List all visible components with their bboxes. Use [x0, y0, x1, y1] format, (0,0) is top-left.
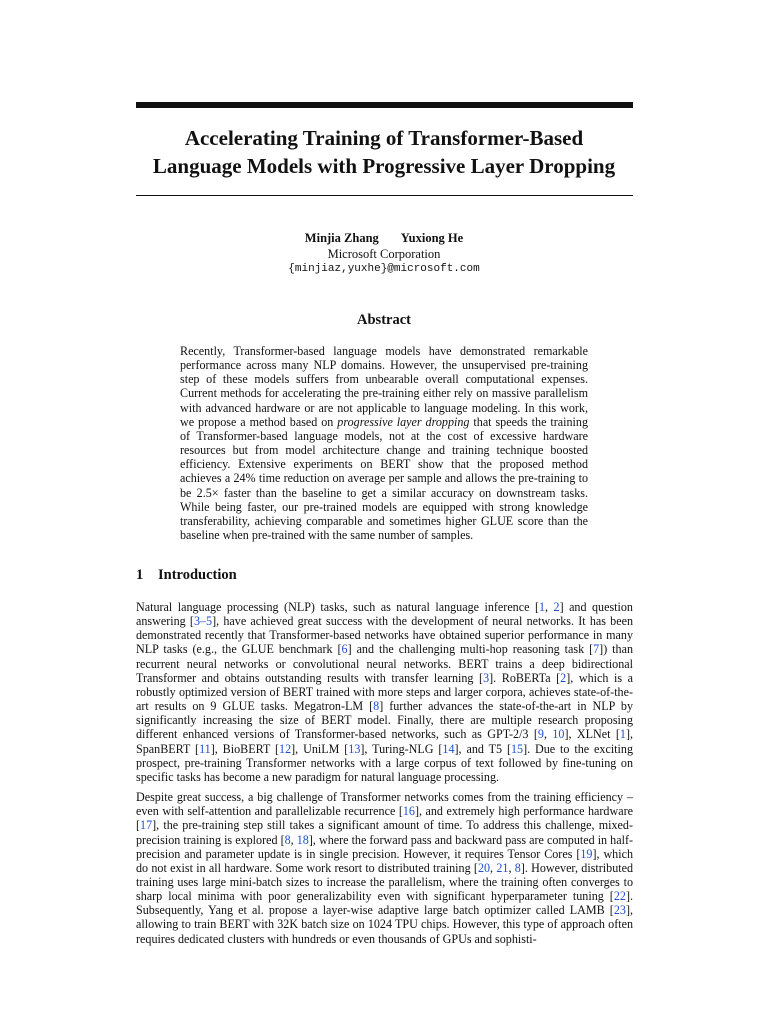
section-number: 1	[136, 567, 144, 583]
citation-link[interactable]: 1	[619, 727, 626, 742]
text-run: ,	[290, 832, 297, 847]
title-bottom-rule	[136, 195, 633, 196]
body-text	[136, 600, 633, 952]
citation-link[interactable]: 16	[402, 804, 415, 819]
citation-link[interactable]: 12	[279, 741, 292, 756]
citation-link[interactable]: 3–5	[193, 614, 213, 629]
text-run: ,	[543, 727, 553, 742]
text-run: ], BioBERT [	[210, 741, 280, 756]
title-top-rule	[136, 102, 633, 108]
body-paragraph-2	[136, 790, 633, 946]
abstract-emphasis: progressive layer dropping	[337, 414, 470, 429]
text-run: ], where the forward pass and backward pass are computed in half-precision and parameter update is in single precision. However, it requires Tensor Cores [	[136, 832, 633, 861]
text-run: ], and extremely high performance hardware [	[136, 804, 633, 833]
text-run: ] and question answering [	[136, 600, 633, 629]
title-line-1: Accelerating Training of Transformer-Based	[184, 126, 584, 150]
text-run: ], UniLM [	[291, 741, 349, 756]
body-paragraph-1	[136, 600, 633, 784]
text-run: ] further advances the state-of-the-art in NLP by significantly increasing the size of BERT model. Finally, there are multiple research proposing different enhanced versions of Transformer-based networks, such as GPT-2/3 [	[136, 699, 633, 742]
paper-title	[120, 124, 648, 180]
author-name: Yuxiong He	[400, 231, 464, 245]
text-run: Despite great success, a big challenge of Transformer networks comes from the training efficiency – even with self-attention and parallelizable recurrence [	[136, 790, 633, 819]
citation-link[interactable]: 13	[348, 741, 361, 756]
text-run: ]. Due to the exciting prospect, pre-training Transformer networks with a large corpus of text followed by fine-tuning on specific tasks has become a new paradigm for natural language processing.	[136, 741, 633, 784]
citation-link[interactable]: 2	[553, 600, 560, 614]
text-run: ]. However, distributed training uses large mini-batch sizes to increase the parallelism, where the training often converges to sharp local minima with poor generalizability even with significant hyperparameter tuning [	[136, 860, 634, 904]
text-run: ,	[545, 600, 554, 614]
citation-link[interactable]: 8	[514, 860, 521, 875]
citation-link[interactable]: 8	[284, 832, 291, 847]
citation-link[interactable]: 20	[477, 860, 491, 875]
citation-link[interactable]: 18	[296, 832, 309, 847]
text-run: ]) than recurrent neural networks or convolutional neural networks. BERT trains a deep bidirectional Transformer and obtains outstanding results with transfer learning [	[136, 642, 633, 685]
author-name: Minjia Zhang	[304, 231, 379, 245]
section-title: Introduction	[158, 567, 237, 583]
citation-link[interactable]: 11	[199, 741, 211, 756]
citation-link[interactable]: 17	[140, 818, 153, 833]
citation-link[interactable]: 3	[483, 670, 490, 685]
citation-link[interactable]: 19	[580, 846, 593, 861]
abstract-part: that speeds the training of Transformer-based language models, not at the cost of excessive hardware resources but from model architecture change and training technique boosted efficiency. Extensive experiments on BERT show that the proposed method achieves a 24% time reduction on average per sample and allows the pre-training to be 2.5× faster than the baseline to get a similar accuracy on downstream tasks. While being faster, our pre-trained models are equipped with strong knowledge transferability, achieving comparable and sometimes higher GLUE score than the baseline when pre-trained with the same number of samples.	[180, 414, 588, 543]
citation-link[interactable]: 6	[341, 642, 348, 657]
text-run: ], the pre-training step still takes a significant amount of time. To address this challenge, mixed-precision training is explored [	[136, 818, 633, 847]
text-run: ,	[490, 860, 497, 875]
citation-link[interactable]: 21	[496, 860, 509, 875]
citation-link[interactable]: 9	[537, 727, 544, 742]
text-run: ], and T5 [	[454, 741, 511, 756]
text-run: ,	[508, 860, 515, 875]
abstract-heading: Abstract	[357, 312, 411, 328]
citation-link[interactable]: 15	[510, 741, 524, 756]
title-line-2: Language Models with Progressive Layer Dropping	[152, 154, 616, 178]
citation-link[interactable]: 14	[442, 741, 455, 756]
text-run: ], which do not exist in all hardware. Some work resort to distributed training [	[136, 846, 633, 875]
author-email: {minjiaz,yuxhe}@microsoft.com	[288, 263, 480, 275]
text-run: ]. Subsequently, Yang et al. propose a layer-wise adaptive large batch optimizer called LAMB [	[136, 889, 633, 918]
text-run: ] and the challenging multi-hop reasoning task [	[347, 642, 594, 657]
text-run: ], Turing-NLG [	[360, 741, 443, 756]
text-run: Natural language processing (NLP) tasks, such as natural language inference [	[136, 600, 539, 614]
author-block	[120, 230, 648, 277]
abstract-part: Recently, Transformer-based language models have demonstrated remarkable performance across many NLP domains. However, the unsupervised pre-training step of these models suffers from unbearable overall computational expenses. Current methods for accelerating the pre-training either rely on massive parallelism with advanced hardware or are not applicable to language modeling. In this work, we propose a method based on	[180, 344, 588, 429]
text-run: ]. RoBERTa [	[489, 670, 561, 685]
affiliation: Microsoft Corporation	[327, 247, 441, 261]
text-run: ], SpanBERT [	[136, 727, 633, 756]
text-run: ], have achieved great success with the development of neural networks. It has been demonstrated recently that Transformer-based networks have obtained superior performance in many NLP tasks (e.g., the GLUE benchmark [	[136, 614, 633, 657]
citation-link[interactable]: 1	[538, 600, 546, 614]
citation-link[interactable]: 10	[552, 727, 565, 742]
section-heading	[136, 566, 237, 584]
text-run: ], allowing to train BERT with 32K batch size on 1024 TPU chips. However, this type of approach often requires dedicated clusters with hundreds or even thousands of GPUs and sophisti-	[136, 903, 633, 946]
citation-link[interactable]: 7	[593, 642, 600, 657]
abstract-text	[180, 344, 588, 542]
citation-link[interactable]: 2	[560, 670, 567, 685]
text-run: ], XLNet [	[564, 727, 620, 742]
author-names	[120, 230, 648, 246]
text-run: ], which is a robustly optimized version of BERT trained with more steps and larger corpora, achieves state-of-the-art results on 9 GLUE tasks. Megatron-LM [	[136, 670, 633, 714]
citation-link[interactable]: 8	[373, 699, 380, 714]
citation-link[interactable]: 23	[613, 903, 626, 918]
citation-link[interactable]: 22	[613, 889, 626, 904]
